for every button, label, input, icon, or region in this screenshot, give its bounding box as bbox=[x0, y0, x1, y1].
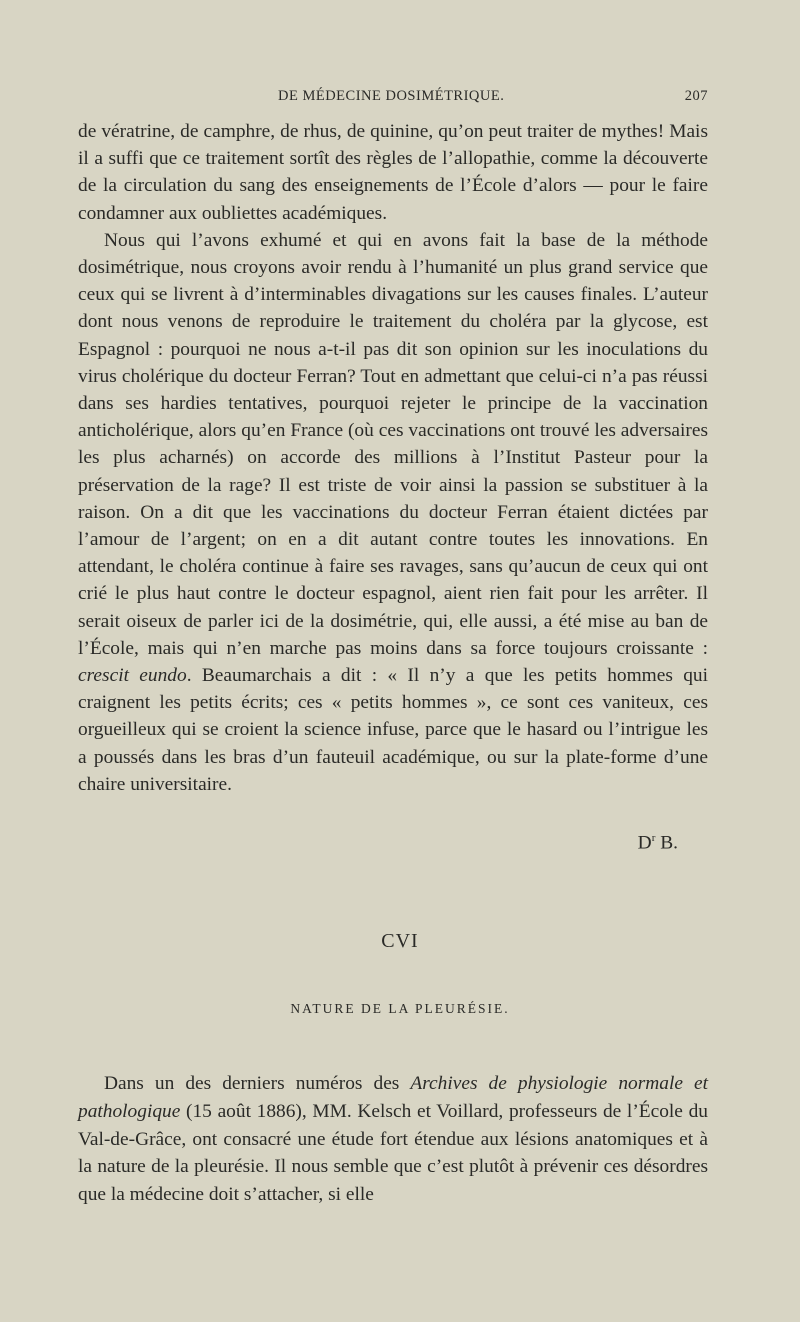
section-text bbox=[78, 1070, 708, 1209]
journal-title: Archives de physiologie normale et pathologique bbox=[78, 1073, 708, 1122]
signature-superscript: r bbox=[651, 832, 656, 844]
page-number: 207 bbox=[684, 88, 708, 104]
paragraph-2 bbox=[78, 227, 708, 798]
signature bbox=[638, 832, 678, 854]
latin-phrase: crescit eundo bbox=[78, 665, 187, 687]
page-header bbox=[78, 88, 708, 110]
section-paragraph-1 bbox=[78, 1070, 708, 1209]
section-paragraph-rest: (15 août 1886), MM. Kelsch et Voillard, professeurs de l’École du Val-de-Grâce, ont consacré une étude fort étendue aux lésions anatomiques et à la nature de la pleurésie. Il nous semble que c’est plutôt à prévenir ces désordres que la médecine doit s’attacher, si elle bbox=[78, 1100, 708, 1206]
paragraph-1: de vératrine, de camphre, de rhus, de quinine, qu’on peut traiter de mythes! Mais il a suffi que ce traitement sortît des règles de l’allopathie, comme la découverte de la circulation du sang des enseignements de l’École d’alors — pour le faire condamner aux oubliettes académiques. bbox=[78, 121, 708, 224]
section-number: CVI bbox=[381, 930, 419, 952]
paragraph-2-ending: . Beaumarchais a dit : « Il n’y a que les petits hommes qui craignent les petits écrits; ces « petits hommes », ce sont ces vaniteux, ces orgueilleux qui se croient la science infuse, parce que le hasard ou l’intrigue les a poussés dans les bras d’un fauteuil académique, ou sur la plate-forme d’une chaire universitaire. bbox=[78, 665, 708, 795]
signature-suffix: B. bbox=[655, 832, 678, 854]
main-text bbox=[78, 118, 708, 798]
section-paragraph-lead: Dans un des derniers numéros des bbox=[104, 1073, 411, 1094]
paragraph-2-text: Nous qui l’avons exhumé et qui en avons fait la base de la méthode dosimétrique, nous croyons avoir rendu à l’humanité un plus grand service que ceux qui se livrent à d’interminables divagations sur les causes finales. L’auteur dont nous venons de reproduire le traitement du choléra par la glycose, est Espagnol : pourquoi ne nous a-t-il pas dit son opinion sur les inoculations du virus cholérique du docteur Ferran? Tout en admettant que celui-ci n’a pas réussi dans ses hardies tentatives, pourquoi rejeter le principe de la vaccination anticholérique, alors qu’en France (où ces vaccinations ont trouvé les adversaires les plus acharnés) on accorde des millions à l’Institut Pasteur pour la préservation de la rage? Il est triste de voir ainsi la passion se substituer à la raison. On a dit que les vaccinations du docteur Ferran étaient dictées par l’amour de l’argent; on en a dit autant contre toutes les innovations. En attendant, le choléra continue à faire ses ravages, sans qu’aucun de ceux qui ont crié le plus haut contre le docteur espagnol, aient rien fait pour les arrêter. Il serait oiseux de parler ici de la dosimétrie, qui, elle aussi, a été mise au ban de l’École, mais qui n’en marche pas moins dans sa force toujours croissante : bbox=[78, 229, 708, 659]
signature-prefix: D bbox=[637, 832, 652, 854]
section-title: NATURE DE LA PLEURÉSIE. bbox=[290, 1001, 510, 1016]
running-head: DE MÉDECINE DOSIMÉTRIQUE. bbox=[278, 88, 505, 104]
